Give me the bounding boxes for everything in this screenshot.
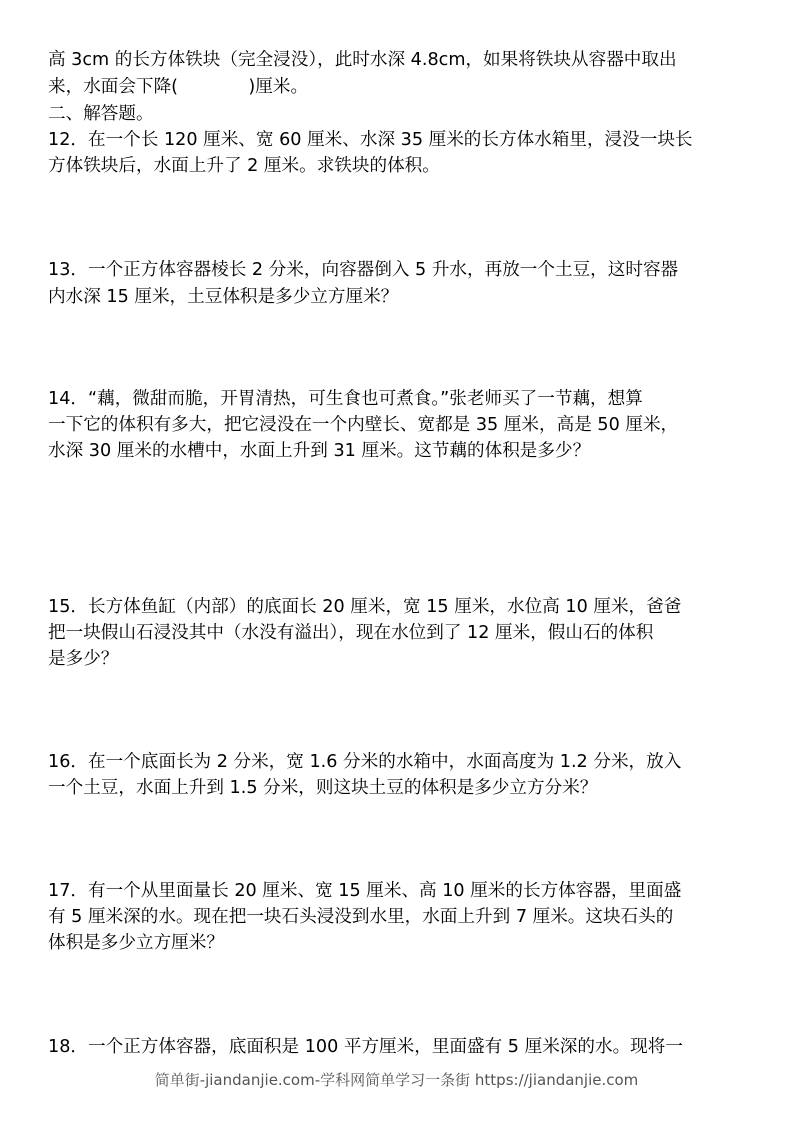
question-15-line-3: 是多少？: [48, 649, 119, 669]
question-18-line-1: 18．一个正方体容器，底面积是 100 平方厘米，里面盛有 5 厘米深的水。现将一: [48, 1037, 683, 1057]
question-12-line-1: 12．在一个长 120 厘米、宽 60 厘米、水深 35 厘米的长方体水箱里，浸没一块长: [48, 130, 693, 150]
question-16-line-2: 一个土豆，水面上升到 1.5 分米，则这块土豆的体积是多少立方分米？: [48, 778, 598, 798]
question-13-line-1: 13．一个正方体容器棱长 2 分米，向容器倒入 5 升水，再放一个土豆，这时容器: [48, 260, 679, 280]
question-12-line-2: 方体铁块后，水面上升了 2 厘米。求铁块的体积。: [48, 156, 440, 176]
question-15-line-2: 把一块假山石浸没其中（水没有溢出），现在水位到了 12 厘米，假山石的体积: [48, 623, 654, 643]
question-15-line-1: 15．长方体鱼缸（内部）的底面长 20 厘米，宽 15 厘米，水位高 10 厘米，爸爸: [48, 597, 682, 617]
question-17-line-3: 体积是多少立方厘米？: [48, 933, 224, 953]
question-14-line-2: 一下它的体积有多大，把它浸没在一个内壁长、宽都是 35 厘米，高是 50 厘米，: [48, 415, 679, 435]
page-footer: 简单街-jiandanjie.com-学科网简单学习一条街 https://jiandanjie.com: [154, 1071, 639, 1089]
question-14-line-3: 水深 30 厘米的水槽中，水面上升到 31 厘米。这节藕的体积是多少？: [48, 441, 591, 461]
question-13-line-2: 内水深 15 厘米，土豆体积是多少立方厘米？: [48, 287, 399, 307]
section-heading: 二、解答题。: [48, 104, 154, 124]
question-14-line-1: 14．“藕，微甜而脆，开胃清热，可生食也可煮食。”张老师买了一节藕，想算: [48, 389, 643, 409]
question-17-line-1: 17．有一个从里面量长 20 厘米、宽 15 厘米、高 10 厘米的长方体容器，里面盛: [48, 881, 682, 901]
question-16-line-1: 16．在一个底面长为 2 分米，宽 1.6 分米的水箱中，水面高度为 1.2 分米，放入: [48, 752, 682, 772]
text-line-prev-question-2: 来，水面会下降( )厘米。: [48, 77, 309, 97]
question-17-line-2: 有 5 厘米深的水。现在把一块石头浸没到水里，水面上升到 7 厘米。这块石头的: [48, 907, 674, 927]
text-line-prev-question-1: 高 3cm 的长方体铁块（完全浸没），此时水深 4.8cm，如果将铁块从容器中取出: [48, 50, 677, 70]
